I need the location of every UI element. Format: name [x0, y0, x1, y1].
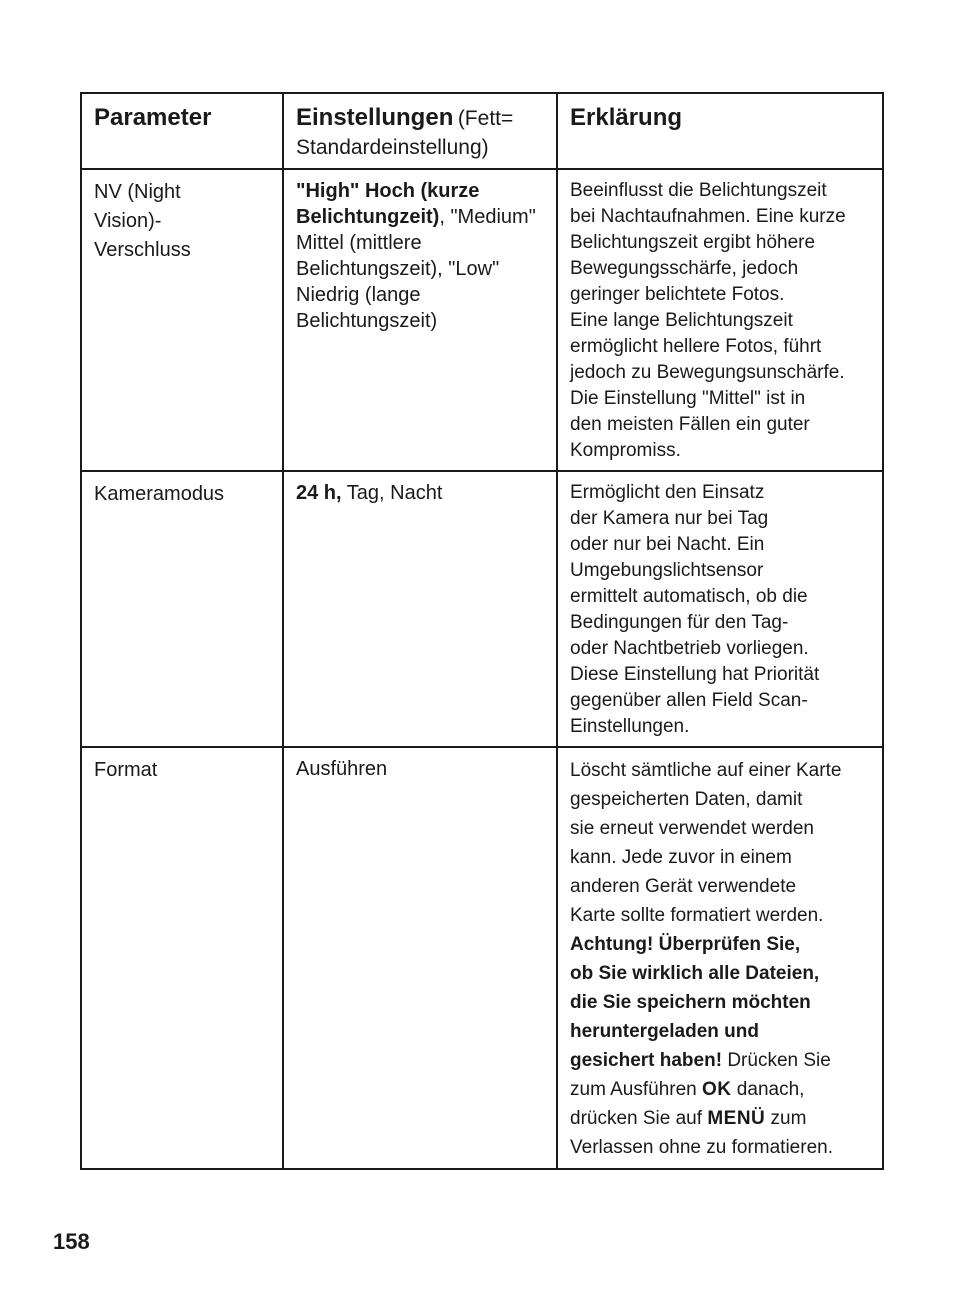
setting-cell: 24 h, Tag, Nacht [283, 471, 557, 747]
warning-text: die Sie speichern möchten [570, 992, 811, 1013]
warning-final-line: gesichert haben! Drücken Sie [570, 1050, 831, 1071]
param-cell: NV (Night Vision)- Verschluss [81, 169, 283, 471]
header-settings-note: (Fett= [457, 107, 514, 130]
explanation-cell: Beeinflusst die Belichtungszeit bei Nachtaufnahmen. Eine kurze Belichtungszeit ergibt höhere Bewegungsschärfe, jedoch geringer belichtete Fotos. Eine lange Belichtungszeit ermöglicht hellere Fotos, führt jedoch zu Bewegungsunschärfe. Die Einstellung "Mittel" ist in den meisten Fällen ein guter Kompromiss. [557, 169, 883, 471]
menu-instruction-line: drücken Sie auf MENÜ zum [570, 1108, 807, 1129]
settings-table [80, 92, 884, 1170]
table-row [81, 169, 883, 471]
default-setting: 24 h, [296, 482, 342, 504]
header-settings: Einstellungen (Fett= Standardeinstellung) [283, 93, 557, 169]
setting-cell: "High" Hoch (kurze Belichtungzeit), "Medium" Mittel (mittlere Belichtungszeit), "Low" Niedrig (lange Belichtungszeit) [283, 169, 557, 471]
ok-instruction-line: zum Ausführen OK danach, [570, 1079, 805, 1100]
setting-cell: Ausführen [283, 747, 557, 1169]
warning-text: Achtung! Überprüfen Sie, [570, 934, 801, 955]
header-parameter: Parameter [81, 93, 283, 169]
header-explanation: Erklärung [557, 93, 883, 169]
header-settings-note-2: Standardeinstellung) [296, 136, 489, 159]
warning-text: heruntergeladen und [570, 1021, 759, 1042]
param-cell: Kameramodus [81, 471, 283, 747]
table-row [81, 747, 883, 1169]
menu-key-label: MENÜ [707, 1108, 766, 1129]
explanation-cell: Löscht sämtliche auf einer Karte gespeicherten Daten, damit sie erneut verwendet werden kann. Jede zuvor in einem anderen Gerät verwendete Karte sollte formatiert werden. Achtung! Überprüfen Sie, ob Sie wirklich alle Dateien, die Sie speichern möchten heruntergeladen und gesichert haben! Drücken Sie zum Ausführen OK danach, drücken Sie auf MENÜ zum Verlassen ohne zu formatieren. [557, 747, 883, 1169]
page-number: 158 [53, 1229, 90, 1254]
warning-text: ob Sie wirklich alle Dateien, [570, 963, 820, 984]
param-cell: Format [81, 747, 283, 1169]
explanation-cell: Ermöglicht den Einsatz der Kamera nur bei Tag oder nur bei Nacht. Ein Umgebungslichtsensor ermittelt automatisch, ob die Bedingungen für den Tag- oder Nachtbetrieb vorliegen. Diese Einstellung hat Priorität gegenüber allen Field Scan- Einstellungen. [557, 471, 883, 747]
table-header-row [81, 93, 883, 169]
default-setting: "High" Hoch (kurze Belichtungzeit) [296, 180, 480, 228]
table-row [81, 471, 883, 747]
ok-key-label: OK [702, 1079, 732, 1100]
